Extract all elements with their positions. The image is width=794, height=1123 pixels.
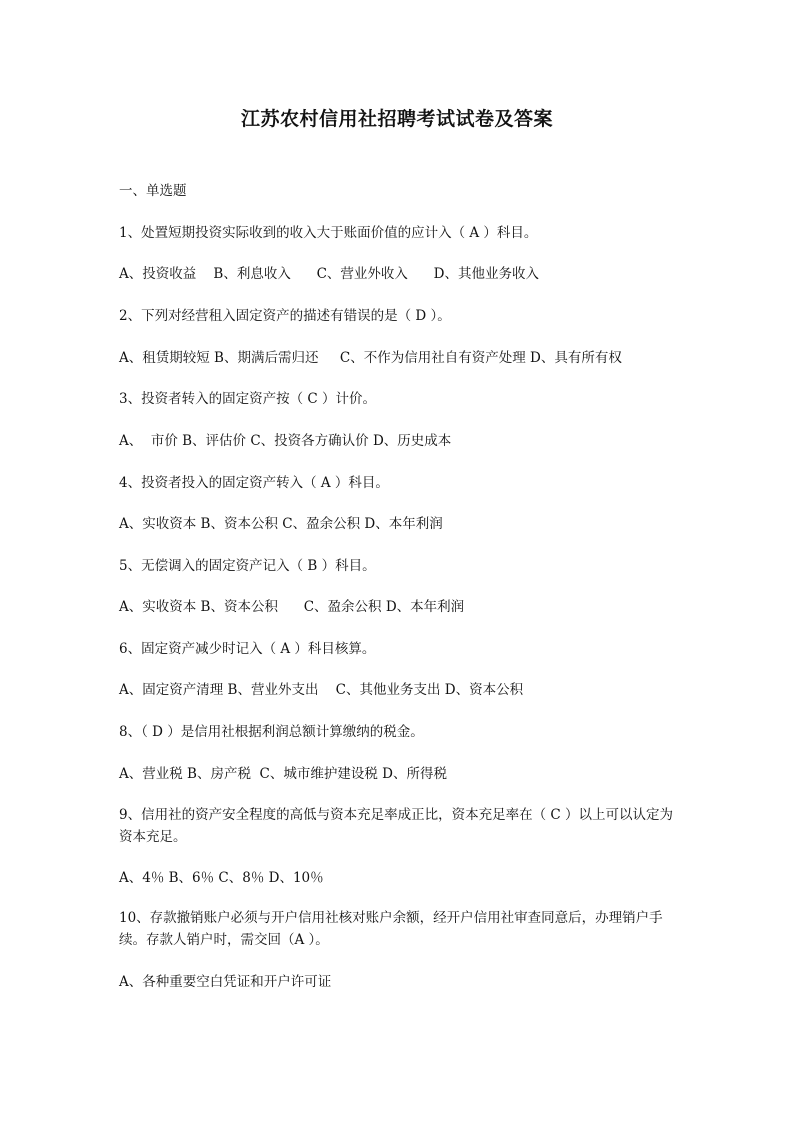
question-options: A、实收资本 B、资本公积 C、盈余公积 D、本年利润 — [119, 516, 443, 532]
question-options: A、 市价 B、评估价 C、投资各方确认价 D、历史成本 — [119, 433, 452, 449]
question-text: 2、下列对经营租入固定资产的描述有错误的是（ D ）。 — [119, 308, 451, 324]
question-options: A、固定资产清理 B、营业外支出 C、其他业务支出 D、资本公积 — [119, 682, 524, 698]
question-text: 9、信用社的资产安全程度的高低与资本充足率成正比，资本充足率在（ C ）以上可以认定为资本充足。 — [119, 807, 673, 845]
question-text: 6、固定资产减少时记入（ A ）科目核算。 — [119, 641, 376, 657]
question-options: A、营业税 B、房产税 C、城市维护建设税 D、所得税 — [119, 766, 447, 782]
question-options: A、租赁期较短 B、期满后需归还 C、不作为信用社自有资产处理 D、具有所有权 — [119, 350, 622, 366]
question-text: 5、无偿调入的固定资产记入（ B ）科目。 — [119, 558, 376, 574]
question-options: A、投资收益 B、利息收入 C、营业外收入 D、其他业务收入 — [119, 266, 539, 282]
question-text: 10、存款撤销账户必须与开户信用社核对账户余额，经开户信用社审查同意后，办理销户手续。存款人销户时，需交回（A ）。 — [119, 910, 663, 948]
document-title: 江苏农村信用社招聘考试试卷及答案 — [240, 108, 553, 130]
question-options: A、实收资本 B、资本公积 C、盈余公积 D、本年利润 — [119, 599, 465, 615]
question-text: 8、（ D ）是信用社根据利润总额计算缴纳的税金。 — [119, 724, 424, 740]
question-text: 4、投资者投入的固定资产转入（ A ）科目。 — [119, 475, 389, 491]
question-text: 3、投资者转入的固定资产按（ C ）计价。 — [119, 391, 377, 407]
question-options: A、各种重要空白凭证和开户许可证 — [119, 974, 332, 990]
section-heading: 一、单选题 — [119, 183, 187, 199]
question-text: 1、处置短期投资实际收到的收入大于账面价值的应计入（ A ）科目。 — [119, 225, 538, 241]
question-options: A、4％ B、6％ C、8％ D、10％ — [119, 870, 324, 886]
